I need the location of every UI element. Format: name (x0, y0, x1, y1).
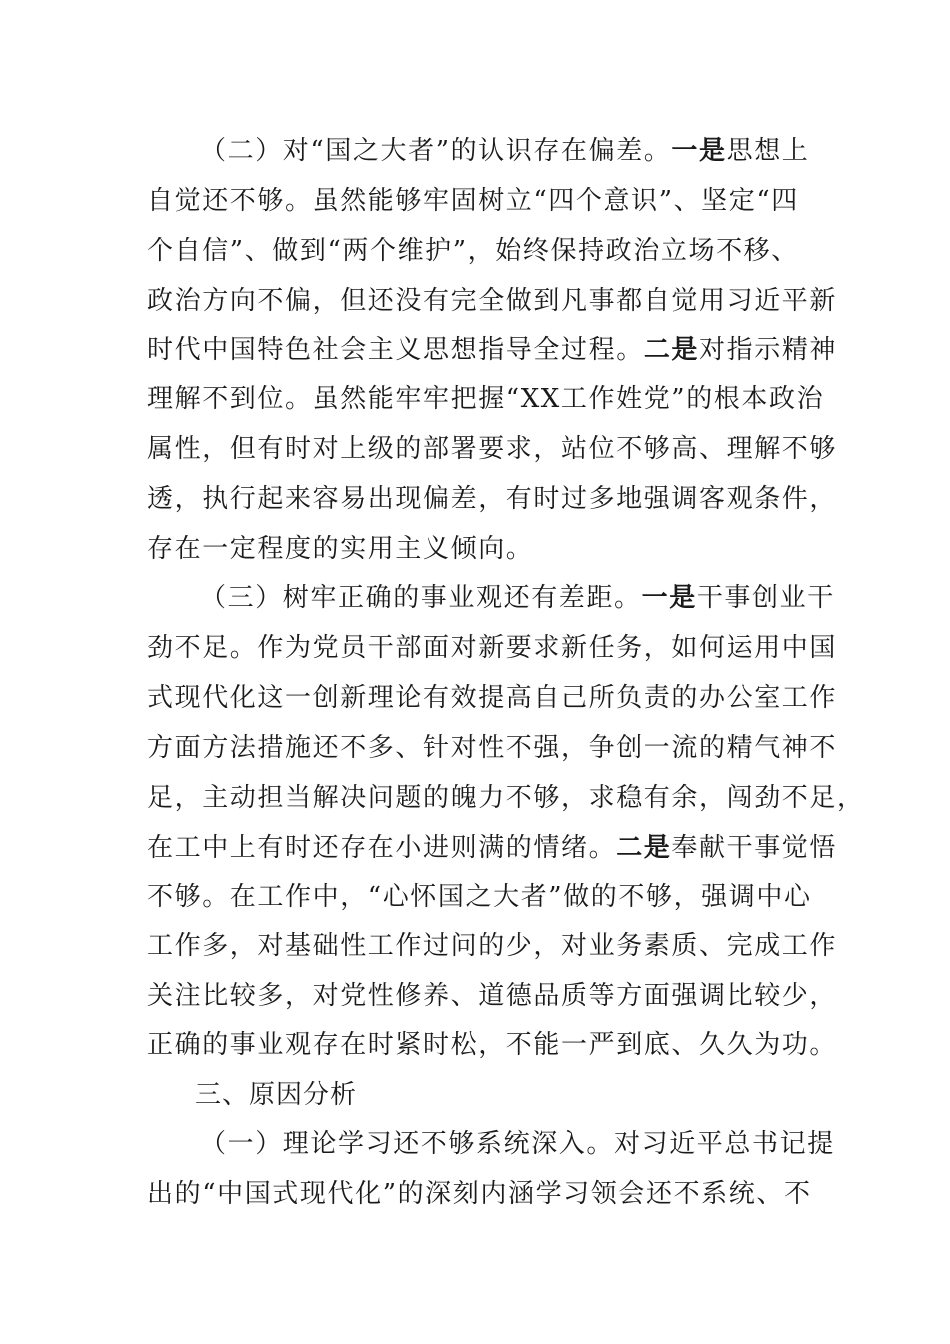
paragraph-line: 不够。在工作中，“心怀国之大者”做的不够，强调中心 (147, 882, 812, 912)
paragraph-line: （三）树牢正确的事业观还有差距。一是干事创业干 (200, 583, 835, 613)
paragraph-line: 式现代化这一创新理论有效提高自己所负责的办公室工作 (147, 683, 838, 713)
paragraph-line: 属性，但有时对上级的部署要求，站位不够高、理解不够 (147, 434, 838, 464)
paragraph-line: （一）理论学习还不够系统深入。对习近平总书记提 (200, 1129, 835, 1159)
paragraph-line: 理解不到位。虽然能牢牢把握“XX工作姓党”的根本政治 (147, 384, 825, 414)
paragraph-line: 个自信”、做到“两个维护”，始终保持政治立场不移、 (147, 236, 799, 266)
paragraph-line: 透，执行起来容易出现偏差，有时过多地强调客观条件， (147, 484, 838, 514)
paragraph-line: （二）对“国之大者”的认识存在偏差。一是思想上 (200, 136, 810, 166)
section-heading: 三、原因分析 (195, 1080, 358, 1110)
paragraph-line: 出的“中国式现代化”的深刻内涵学习领会还不系统、不 (147, 1179, 812, 1209)
paragraph-line: 劲不足。作为党员干部面对新要求新任务，如何运用中国 (147, 633, 838, 663)
paragraph-line: 关注比较多，对党性修养、道德品质等方面强调比较少， (147, 981, 838, 1011)
paragraph-line: 存在一定程度的实用主义倾向。 (147, 534, 534, 564)
paragraph-line: 正确的事业观存在时紧时松，不能一严到底、久久为功。 (147, 1030, 838, 1060)
paragraph-line: 时代中国特色社会主义思想指导全过程。二是对指示精神 (147, 335, 838, 365)
paragraph-line: 工作多，对基础性工作过问的少，对业务素质、完成工作 (147, 931, 838, 961)
paragraph-line: 政治方向不偏，但还没有完全做到凡事都自觉用习近平新 (147, 286, 838, 316)
paragraph-line: 在工中上有时还存在小进则满的情绪。二是奉献干事觉悟 (147, 833, 838, 863)
paragraph-line: 自觉还不够。虽然能够牢固树立“四个意识”、坚定“四 (147, 186, 799, 216)
paragraph-line: 方面方法措施还不多、针对性不强，争创一流的精气神不 (147, 733, 838, 763)
paragraph-line: 足，主动担当解决问题的魄力不够，求稳有余，闯劲不足， (147, 783, 865, 813)
